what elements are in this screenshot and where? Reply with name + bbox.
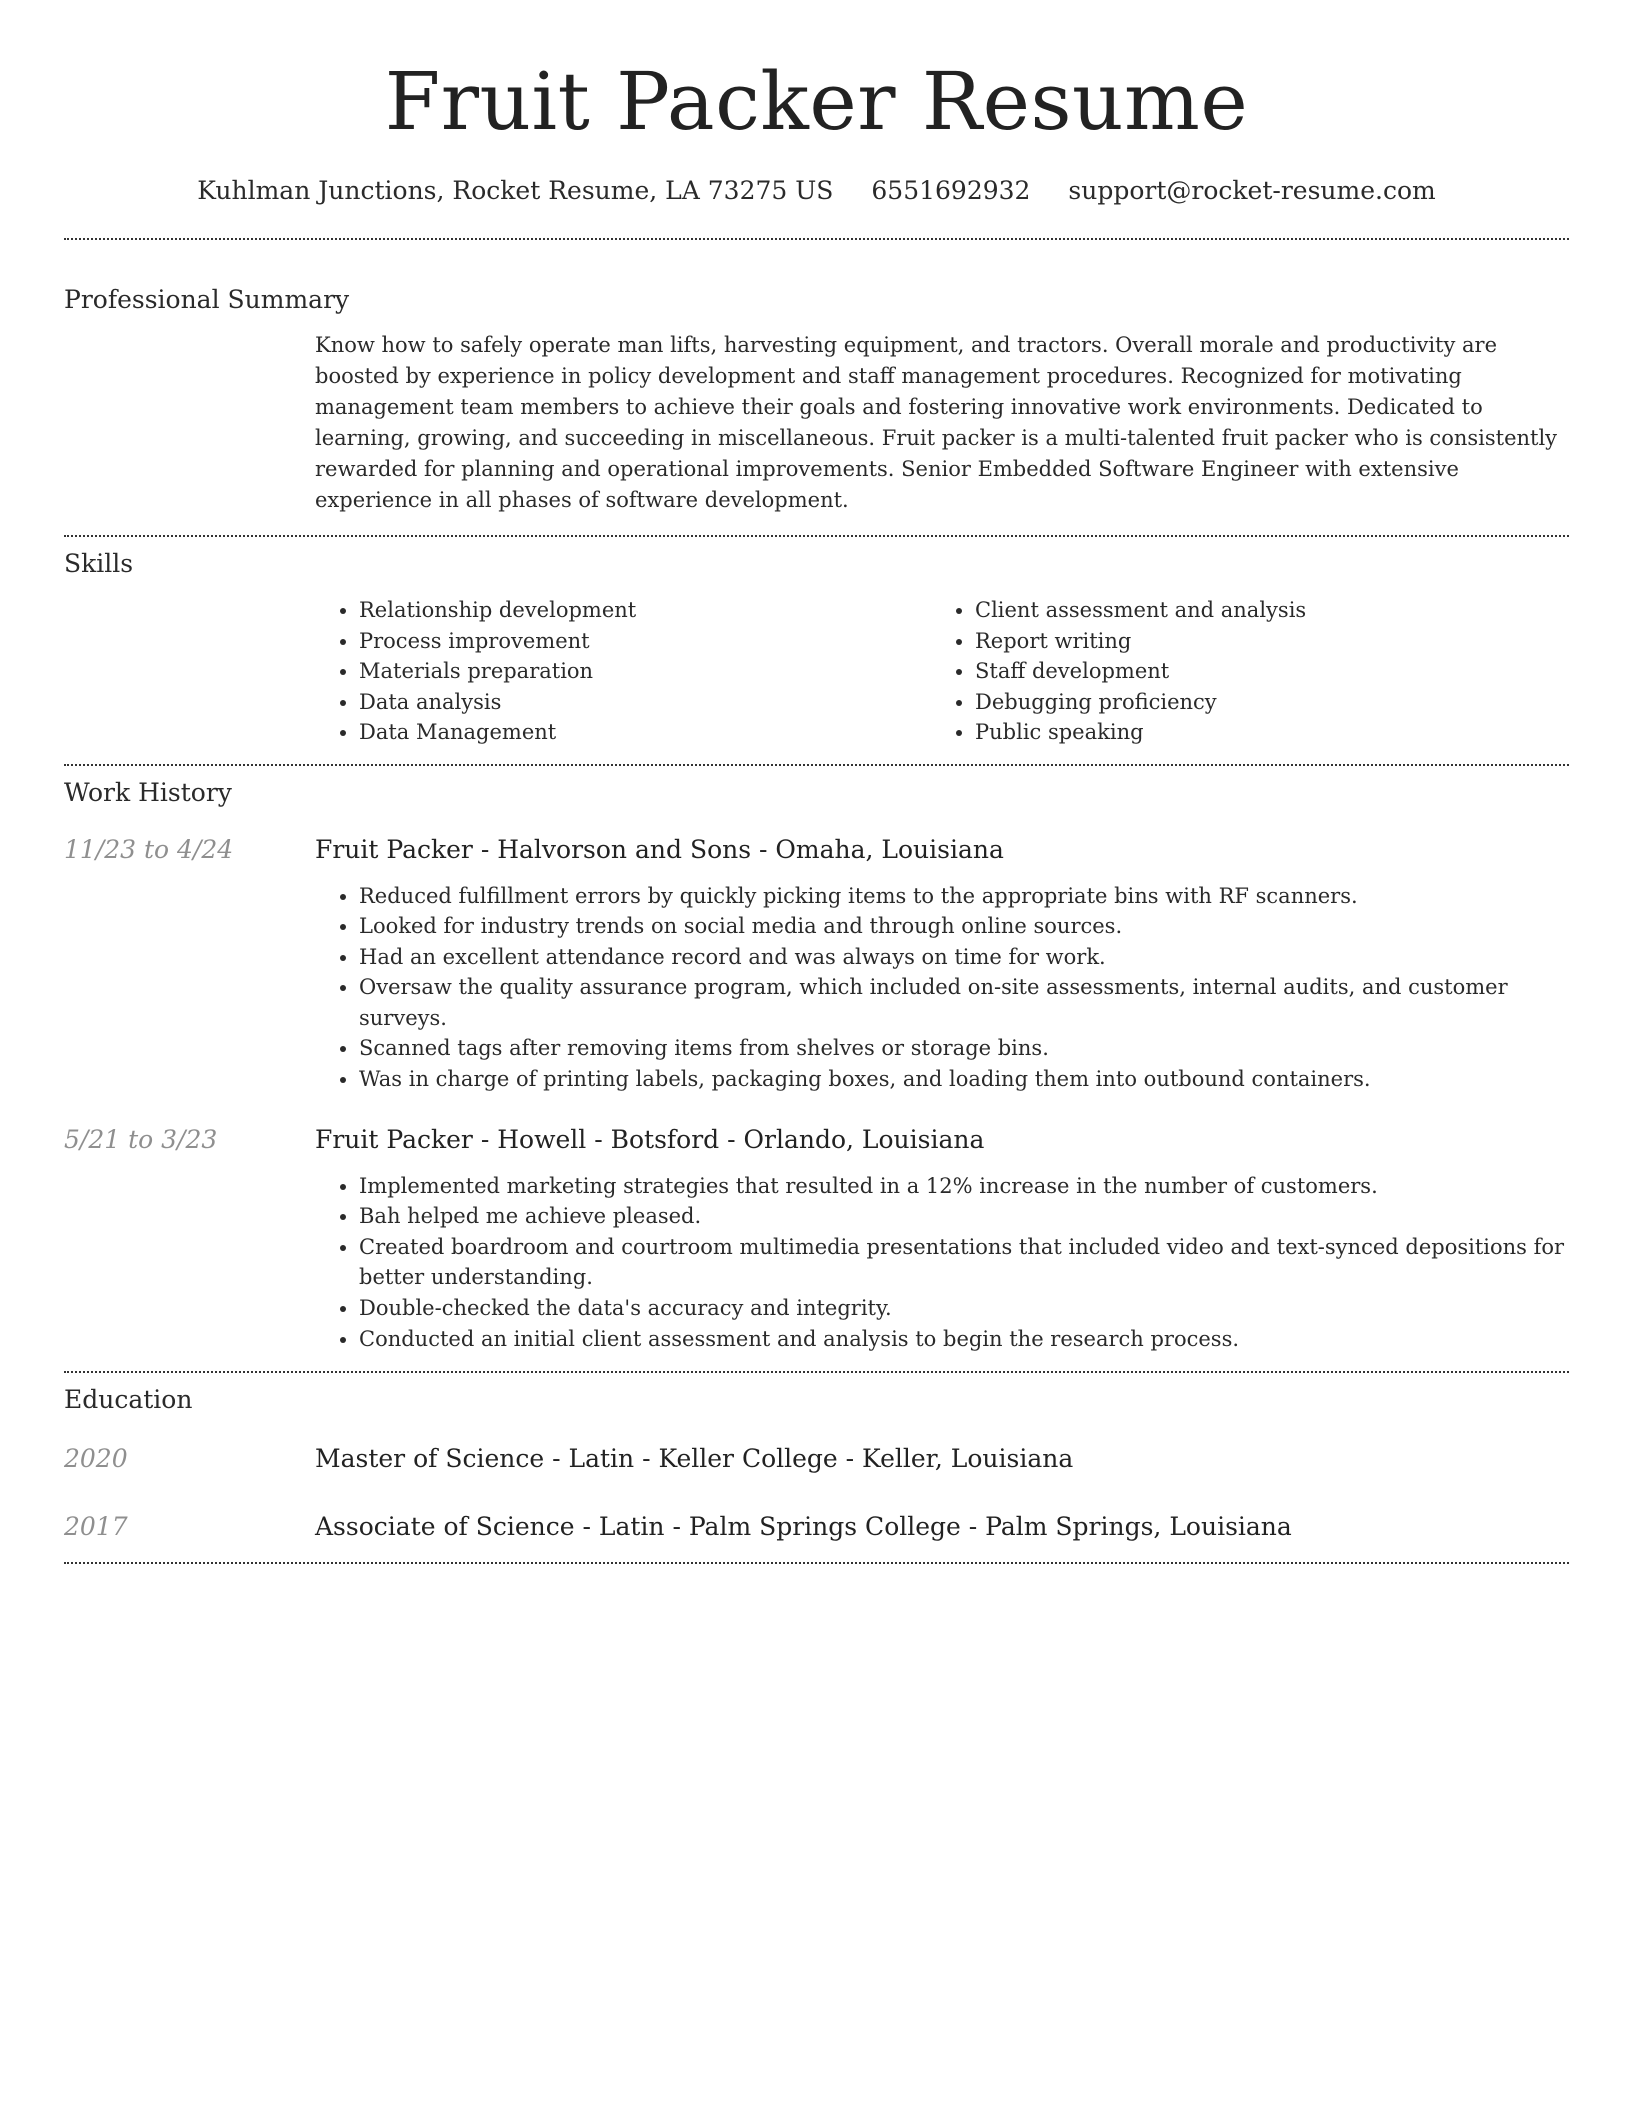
education-entry <box>64 1442 1569 1476</box>
skill-item: • Data Management <box>359 717 931 748</box>
summary-body <box>315 330 1569 516</box>
job-bullet: • Double-checked the data's accuracy and integrity. <box>359 1293 1569 1324</box>
summary-heading: Professional Summary <box>64 285 350 314</box>
job-bullet: • Implemented marketing strategies that resulted in a 12% increase in the number of customers. <box>359 1171 1569 1202</box>
job-dates: 5/21 to 3/23 <box>64 1124 218 1154</box>
education-entry <box>64 1510 1569 1544</box>
skills-heading: Skills <box>64 549 134 578</box>
education-degree: Associate of Science - Latin - Palm Springs College - Palm Springs, Louisiana <box>315 1512 1292 1542</box>
work-heading: Work History <box>64 777 232 807</box>
job-header <box>64 1123 1569 1157</box>
skill-item: • Report writing <box>975 626 1547 657</box>
skill-item: • Debugging proficiency <box>975 687 1547 718</box>
skill-item: • Staff development <box>975 656 1547 687</box>
contact-phone: 6551692932 <box>871 176 1031 205</box>
job-bullets <box>315 881 1569 1095</box>
skills-list-left <box>315 595 931 748</box>
job-bullet: • Was in charge of printing labels, packaging boxes, and loading them into outbound containers. <box>359 1064 1569 1095</box>
job-bullet: • Looked for industry trends on social media and through online sources. <box>359 911 1569 942</box>
resume-title: Fruit Packer Resume <box>384 55 1249 148</box>
job-bullet: • Oversaw the quality assurance program, which included on-site assessments, internal audits, and customer surveys. <box>359 972 1569 1033</box>
job-dates: 11/23 to 4/24 <box>64 834 234 864</box>
skill-item: • Relationship development <box>359 595 931 626</box>
job-bullets <box>315 1171 1569 1355</box>
skill-item: • Process improvement <box>359 626 931 657</box>
skills-grid <box>315 595 1569 748</box>
skills-body <box>315 595 1569 748</box>
job-header <box>64 833 1569 867</box>
contact-address: Kuhlman Junctions, Rocket Resume, LA 73275 US <box>197 176 834 205</box>
skill-item: • Data analysis <box>359 687 931 718</box>
work-section <box>64 766 1569 1355</box>
education-year: 2017 <box>64 1512 128 1542</box>
education-year: 2020 <box>64 1444 128 1474</box>
skill-item: • Materials preparation <box>359 656 931 687</box>
skill-item: • Public speaking <box>975 717 1547 748</box>
job-entry <box>64 1123 1569 1355</box>
summary-section <box>64 240 1569 516</box>
job-bullet: • Conducted an initial client assessment and analysis to begin the research process. <box>359 1324 1569 1355</box>
job-bullet: • Reduced fulfillment errors by quickly picking items to the appropriate bins with RF scanners. <box>359 881 1569 912</box>
skills-list-right <box>931 595 1547 748</box>
contact-line <box>64 174 1569 208</box>
contact-email: support@rocket-resume.com <box>1068 176 1436 205</box>
job-bullet: • Scanned tags after removing items from shelves or storage bins. <box>359 1033 1569 1064</box>
resume-page <box>64 0 1569 1564</box>
job-title: Fruit Packer - Halvorson and Sons - Omaha, Louisiana <box>315 834 1004 864</box>
skills-section <box>64 537 1569 748</box>
divider <box>64 1562 1569 1564</box>
education-heading: Education <box>64 1385 193 1415</box>
job-title: Fruit Packer - Howell - Botsford - Orlando, Louisiana <box>315 1124 985 1154</box>
summary-text: Know how to safely operate man lifts, harvesting equipment, and tractors. Overall morale and productivity are boosted by experience in policy development and staff management procedures. Recognized for motivating management team members to achieve their goals and fostering innovative work environments. Dedicated to learning, growing, and succeeding in miscellaneous. Fruit packer is a multi-talented fruit packer who is consistently rewarded for planning and operational improvements. Senior Embedded Software Engineer with extensive experience in all phases of software development. <box>315 333 1558 512</box>
education-degree: Master of Science - Latin - Keller College - Keller, Louisiana <box>315 1444 1074 1474</box>
education-section <box>64 1373 1569 1544</box>
job-entry <box>64 833 1569 1095</box>
skill-item: • Client assessment and analysis <box>975 595 1547 626</box>
job-bullet: • Created boardroom and courtroom multimedia presentations that included video and text-synced depositions for better understanding. <box>359 1232 1569 1293</box>
job-bullet: • Bah helped me achieve pleased. <box>359 1201 1569 1232</box>
job-bullet: • Had an excellent attendance record and was always on time for work. <box>359 942 1569 973</box>
